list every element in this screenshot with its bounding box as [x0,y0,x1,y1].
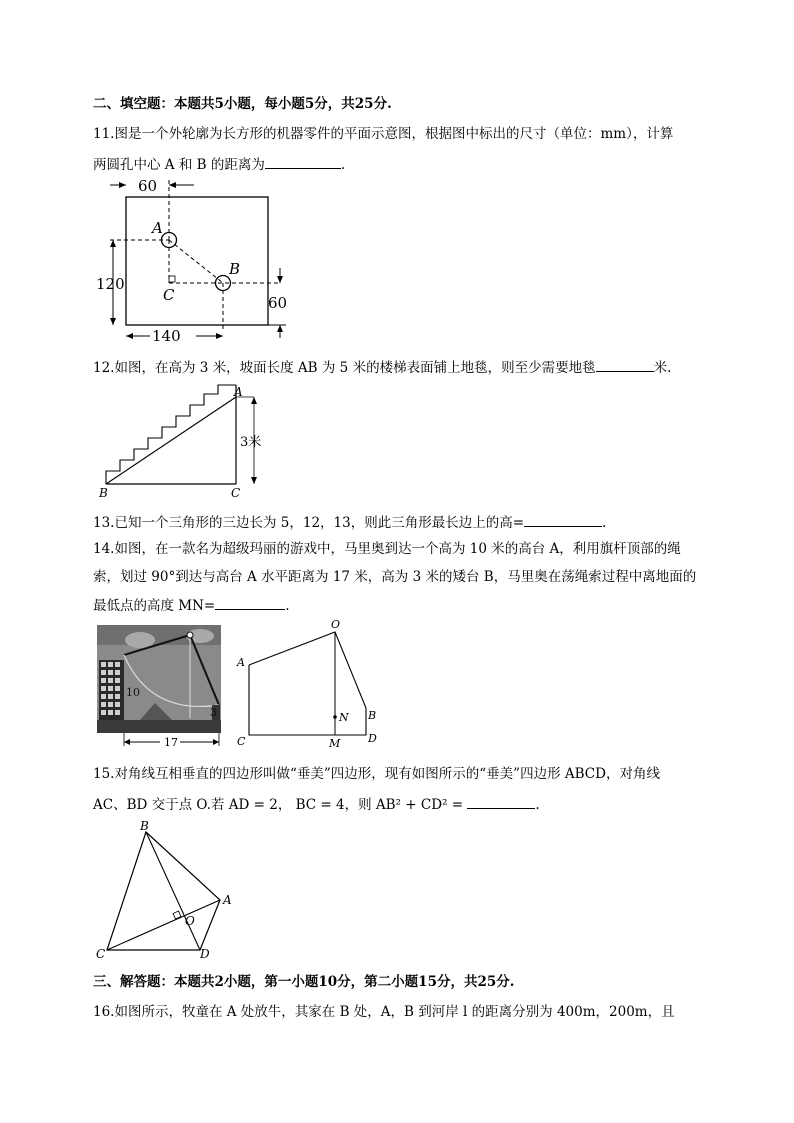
q12-stairs-figure [95,380,275,505]
q13-answer-blank[interactable] [524,512,602,527]
q14-label-o: O [331,618,341,631]
section-heading-solution: 三、解答题：本题共2小题，第一小题10分，第二小题15分，共25分. [93,974,515,990]
q15-label-b: B [140,819,149,833]
q14-photo-height-3: 3 [210,706,217,719]
q11-dim-top: 60 [138,177,158,195]
q11-dim-left: 120 [96,275,125,293]
q11-label-b: B [229,260,241,278]
q11-dim-right: 60 [268,294,288,312]
q12-answer-blank[interactable] [596,357,654,372]
q14-label-m: M [329,737,341,750]
q11-text-line2: 两圆孔中心 A 和 B 的距离为 . [93,154,345,174]
q14-answer-blank[interactable] [215,595,285,610]
q11-label-a: A [152,219,163,237]
q14-text-line1: 14.如图，在一款名为超级玛丽的游戏中，马里奥到达一个高为 10 米的高台 A，利用旗杆顶部的绳 [93,541,681,557]
q14-photo-width-17: 17 [164,736,178,749]
q16-text-line1: 16.如图所示，牧童在 A 处放牛，其家在 B 处，A，B 到河岸 l 的距离分别为 400m，200m，且 [93,1004,675,1020]
q15-text-line2: AC、BD 交于点 O.若 AD = 2， BC = 4，则 AB² + CD² = . [93,794,540,814]
q15-label-d: D [200,947,210,961]
q14-label-n: N [339,711,349,724]
q14-label-b: B [368,709,377,722]
q12-label-c: C [231,486,241,500]
q12-height-label: 3米 [240,435,262,450]
q15-text-line1: 15.对角线互相垂直的四边形叫做“垂美”四边形，现有如图所示的“垂美”四边形 ABCD，对角线 [93,766,660,782]
q15-label-a: A [223,893,232,907]
q11-label-c: C [163,286,175,304]
q11-figure [90,175,300,345]
q15-answer-blank[interactable] [467,794,535,809]
q14-text-line2: 索，划过 90°到达与高台 A 水平距离为 17 米，高为 3 米的矮台 B，马里奥在荡绳索过程中离地面的 [93,569,697,585]
q11-answer-blank[interactable] [265,154,341,169]
q14-label-a: A [237,656,245,669]
q12-text-line1: 12.如图，在高为 3 米，坡面长度 AB 为 5 米的楼梯表面铺上地毯，则至少需要地毯 米. [93,357,671,377]
q14-photo-height-10: 10 [126,686,140,699]
q14-label-c: C [237,735,246,748]
q11-text-line1: 11.图是一个外轮廓为长方形的机器零件的平面示意图，根据图中标出的尺寸（单位：mm），计算 [93,126,674,142]
q14-geometry-figure [230,618,390,748]
section-heading-fill-blank: 二、填空题：本题共5小题，每小题5分，共25分. [93,96,392,112]
q11-text: 两圆孔中心 A 和 B 的距离为 [93,157,265,173]
q13-text-line1: 13.已知一个三角形的三边长为 5，12，13，则此三角形最长边上的高= . [93,512,606,532]
q14-game-screenshot [97,625,222,749]
q15-quadrilateral-figure [92,815,242,965]
q12-label-a: A [234,385,243,399]
q15-label-c: C [96,947,106,961]
q14-label-d: D [368,732,377,745]
q14-text-line3: 最低点的高度 MN= . [93,595,290,615]
q12-label-b: B [99,486,108,500]
q11-dim-bottom: 140 [152,327,181,345]
q15-label-o: O [185,914,195,928]
